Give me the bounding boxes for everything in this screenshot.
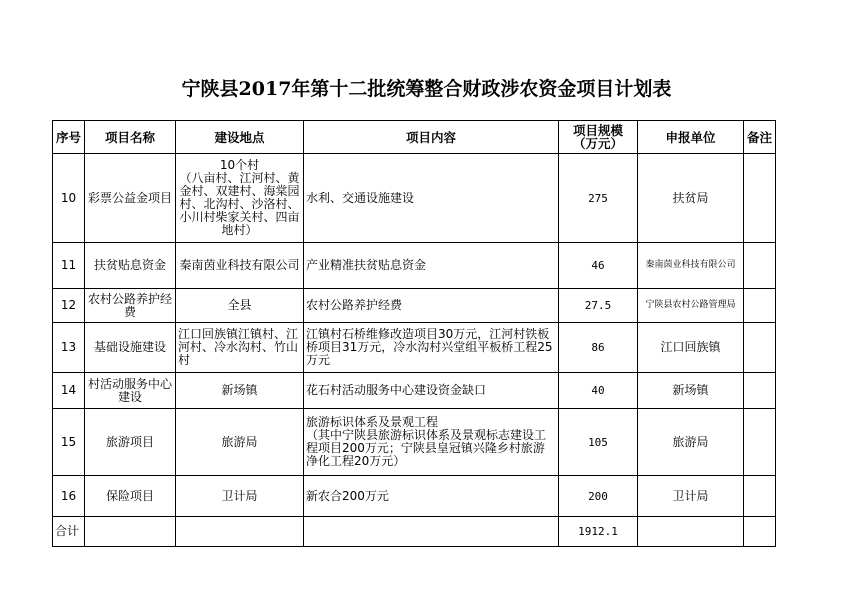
- cell-remark: [744, 409, 776, 476]
- header-seq: 序号: [53, 121, 85, 154]
- cell-content: 江镇村石桥维修改造项目30万元，江河村铁板桥项目31万元，冷水沟村兴堂组平板桥工程25万元: [304, 323, 559, 373]
- cell-content: 花石村活动服务中心建设资金缺口: [304, 373, 559, 409]
- cell-name: 基础设施建设: [85, 323, 176, 373]
- cell-remark: [744, 476, 776, 517]
- total-label: 合计: [53, 517, 85, 547]
- cell-scale: 40: [559, 373, 638, 409]
- header-remark: 备注: [744, 121, 776, 154]
- header-unit: 申报单位: [638, 121, 744, 154]
- total-empty: [176, 517, 304, 547]
- cell-scale: 46: [559, 243, 638, 289]
- project-table: [52, 120, 776, 547]
- cell-remark: [744, 323, 776, 373]
- total-scale: 1912.1: [559, 517, 638, 547]
- cell-scale: 275: [559, 154, 638, 243]
- total-row: [53, 517, 776, 547]
- header-scale: 项目规模 （万元）: [559, 121, 638, 154]
- cell-content: 农村公路养护经费: [304, 289, 559, 323]
- cell-name: 彩票公益金项目: [85, 154, 176, 243]
- cell-unit: 秦南茵业科技有限公司: [638, 243, 744, 289]
- cell-seq: 13: [53, 323, 85, 373]
- cell-unit: 江口回族镇: [638, 323, 744, 373]
- cell-name: 村活动服务中心建设: [85, 373, 176, 409]
- cell-remark: [744, 154, 776, 243]
- cell-location: 10个村 （八亩村、江河村、黄金村、双建村、海棠园村、北沟村、沙洛村、小川村柴家关村、四亩地村）: [176, 154, 304, 243]
- total-empty: [85, 517, 176, 547]
- cell-seq: 12: [53, 289, 85, 323]
- cell-scale: 86: [559, 323, 638, 373]
- cell-scale: 105: [559, 409, 638, 476]
- table-row: [53, 154, 776, 243]
- cell-seq: 11: [53, 243, 85, 289]
- table-row: [53, 409, 776, 476]
- cell-location: 旅游局: [176, 409, 304, 476]
- cell-name: 旅游项目: [85, 409, 176, 476]
- header-content: 项目内容: [304, 121, 559, 154]
- cell-unit: 卫计局: [638, 476, 744, 517]
- cell-unit: 旅游局: [638, 409, 744, 476]
- header-row: [53, 121, 776, 154]
- cell-remark: [744, 373, 776, 409]
- cell-content: 旅游标识体系及景观工程 （其中宁陕县旅游标识体系及景观标志建设工程项目200万元；宁陕县皇冠镇兴隆乡村旅游净化工程20万元）: [304, 409, 559, 476]
- cell-scale: 200: [559, 476, 638, 517]
- cell-location: 江口回族镇江镇村、江河村、冷水沟村、竹山村: [176, 323, 304, 373]
- cell-location: 秦南茵业科技有限公司: [176, 243, 304, 289]
- cell-seq: 15: [53, 409, 85, 476]
- table-row: [53, 323, 776, 373]
- cell-name: 农村公路养护经费: [85, 289, 176, 323]
- cell-location: 全县: [176, 289, 304, 323]
- cell-name: 扶贫贴息资金: [85, 243, 176, 289]
- total-empty: [744, 517, 776, 547]
- cell-remark: [744, 243, 776, 289]
- total-empty: [638, 517, 744, 547]
- cell-content: 水利、交通设施建设: [304, 154, 559, 243]
- header-location: 建设地点: [176, 121, 304, 154]
- cell-unit: 扶贫局: [638, 154, 744, 243]
- cell-seq: 14: [53, 373, 85, 409]
- page-title: 宁陕县2017年第十二批统筹整合财政涉农资金项目计划表: [181, 78, 672, 100]
- cell-name: 保险项目: [85, 476, 176, 517]
- cell-scale: 27.5: [559, 289, 638, 323]
- cell-seq: 10: [53, 154, 85, 243]
- cell-unit: 新场镇: [638, 373, 744, 409]
- table-row: [53, 289, 776, 323]
- cell-content: 新农合200万元: [304, 476, 559, 517]
- cell-location: 卫计局: [176, 476, 304, 517]
- cell-remark: [744, 289, 776, 323]
- total-empty: [304, 517, 559, 547]
- table-row: [53, 373, 776, 409]
- table-row: [53, 243, 776, 289]
- cell-content: 产业精准扶贫贴息资金: [304, 243, 559, 289]
- table-row: [53, 476, 776, 517]
- cell-seq: 16: [53, 476, 85, 517]
- cell-unit: 宁陕县农村公路管理局: [638, 289, 744, 323]
- header-name: 项目名称: [85, 121, 176, 154]
- cell-location: 新场镇: [176, 373, 304, 409]
